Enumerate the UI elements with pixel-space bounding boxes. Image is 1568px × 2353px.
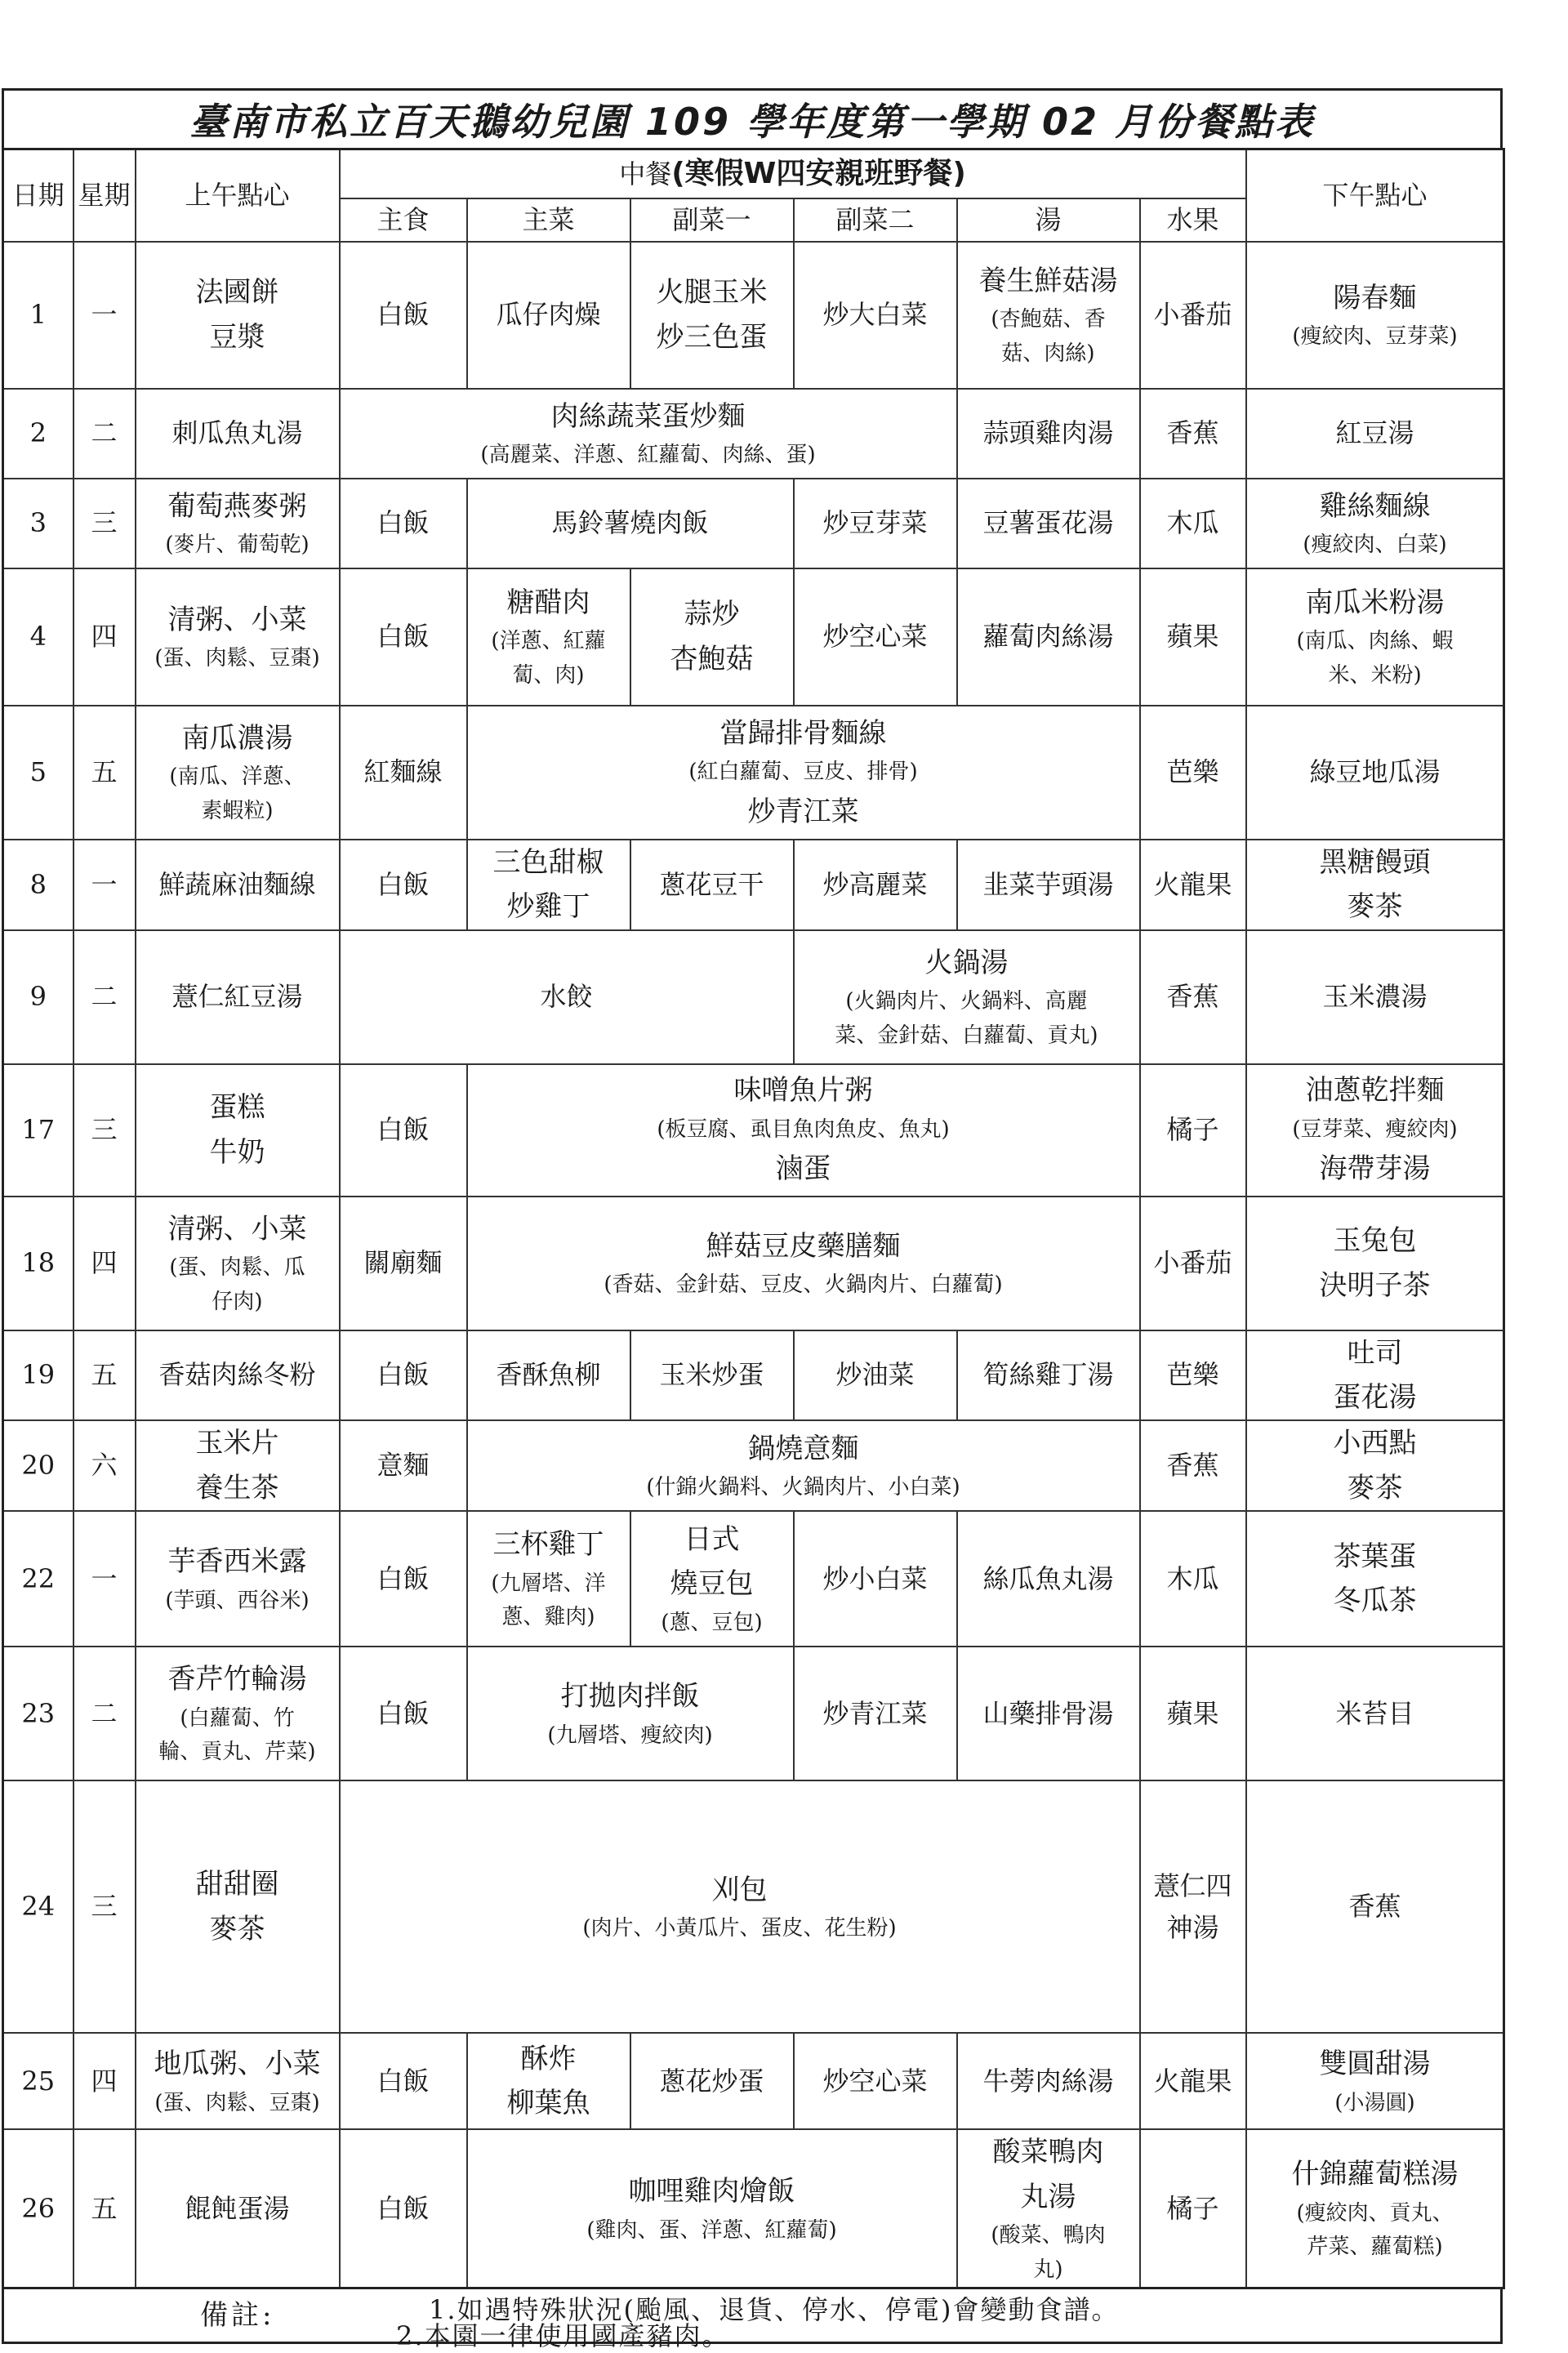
lunch-merged-cell: 味噌魚片粥 (板豆腐、虱目魚肉魚皮、魚丸) 滷蛋 bbox=[467, 1064, 1140, 1197]
day-cell: 8 bbox=[3, 840, 74, 930]
menu-sheet bbox=[2, 88, 1503, 2352]
staple-cell: 白飯 bbox=[340, 2033, 467, 2129]
day-cell: 9 bbox=[3, 930, 74, 1064]
header-lunch-note: (寒假W四安親班野餐) bbox=[671, 157, 966, 190]
soup-cell: 蒜頭雞肉湯 bbox=[957, 389, 1140, 479]
header-day: 日期 bbox=[3, 149, 74, 242]
staple-cell: 白飯 bbox=[340, 568, 467, 706]
fruit-cell: 香蕉 bbox=[1140, 930, 1246, 1064]
table-row bbox=[3, 1511, 1504, 1647]
soup-cell: 筍絲雞丁湯 bbox=[957, 1330, 1140, 1421]
side2-cell: 炒油菜 bbox=[794, 1330, 957, 1421]
side2-cell: 炒空心菜 bbox=[794, 2033, 957, 2129]
staple-cell: 白飯 bbox=[340, 840, 467, 930]
table-row bbox=[3, 1780, 1504, 2033]
main-cell: 三色甜椒 炒雞丁 bbox=[467, 840, 630, 930]
lunch-merged-cell-2: 火鍋湯 (火鍋肉片、火鍋料、高麗 菜、金針菇、白蘿蔔、貢丸) bbox=[794, 930, 1140, 1064]
page-title: 臺南市私立百天鵝幼兒園 109 學年度第一學期 02 月份餐點表 bbox=[2, 88, 1503, 148]
morning-cell: 清粥、小菜 (蛋、肉鬆、豆棗) bbox=[136, 568, 340, 706]
table-row bbox=[3, 1330, 1504, 1421]
morning-cell: 葡萄燕麥粥 (麥片、葡萄乾) bbox=[136, 479, 340, 568]
table-row bbox=[3, 1064, 1504, 1197]
week-cell: 五 bbox=[74, 2129, 136, 2288]
week-cell: 三 bbox=[74, 1780, 136, 2033]
remarks-line-2: 2.本園一律使用國產豬肉。 bbox=[396, 2320, 730, 2352]
week-cell: 五 bbox=[74, 1330, 136, 1421]
fruit-cell: 火龍果 bbox=[1140, 2033, 1246, 2129]
week-cell: 二 bbox=[74, 389, 136, 479]
side1-cell: 玉米炒蛋 bbox=[630, 1330, 794, 1421]
morning-cell: 香芹竹輪湯 (白蘿蔔、竹 輪、貢丸、芹菜) bbox=[136, 1647, 340, 1780]
afternoon-cell: 米苔目 bbox=[1246, 1647, 1504, 1780]
afternoon-cell: 小西點 麥茶 bbox=[1246, 1420, 1504, 1511]
fruit-cell: 香蕉 bbox=[1140, 389, 1246, 479]
afternoon-cell: 油蔥乾拌麵 (豆芽菜、瘦絞肉) 海帶芽湯 bbox=[1246, 1064, 1504, 1197]
side1-cell: 蒜炒 杏鮑菇 bbox=[630, 568, 794, 706]
day-cell: 19 bbox=[3, 1330, 74, 1421]
remarks bbox=[2, 2289, 1503, 2352]
week-cell: 三 bbox=[74, 1064, 136, 1197]
main-cell: 香酥魚柳 bbox=[467, 1330, 630, 1421]
day-cell: 3 bbox=[3, 479, 74, 568]
header-lunch bbox=[340, 149, 1246, 198]
lunch-merged-cell: 鍋燒意麵 (什錦火鍋料、火鍋肉片、小白菜) bbox=[467, 1420, 1140, 1511]
soup-cell: 山藥排骨湯 bbox=[957, 1647, 1140, 1780]
soup-cell: 蘿蔔肉絲湯 bbox=[957, 568, 1140, 706]
afternoon-cell: 紅豆湯 bbox=[1246, 389, 1504, 479]
staple-cell: 白飯 bbox=[340, 1064, 467, 1197]
week-cell: 一 bbox=[74, 840, 136, 930]
staple-cell: 白飯 bbox=[340, 1330, 467, 1421]
morning-cell: 薏仁紅豆湯 bbox=[136, 930, 340, 1064]
morning-cell: 法國餅 豆漿 bbox=[136, 242, 340, 389]
staple-cell: 白飯 bbox=[340, 1511, 467, 1647]
lunch-merged-cell: 打拋肉拌飯 (九層塔、瘦絞肉) bbox=[467, 1647, 794, 1780]
afternoon-cell: 吐司 蛋花湯 bbox=[1246, 1330, 1504, 1421]
header-side2: 副菜二 bbox=[794, 198, 957, 242]
day-cell: 5 bbox=[3, 706, 74, 840]
table-row bbox=[3, 479, 1504, 568]
week-cell: 六 bbox=[74, 1420, 136, 1511]
table-row bbox=[3, 1420, 1504, 1511]
day-cell: 23 bbox=[3, 1647, 74, 1780]
header-soup: 湯 bbox=[957, 198, 1140, 242]
lunch-merged-cell: 當歸排骨麵線 (紅白蘿蔔、豆皮、排骨) 炒青江菜 bbox=[467, 706, 1140, 840]
day-cell: 4 bbox=[3, 568, 74, 706]
day-cell: 24 bbox=[3, 1780, 74, 2033]
soup-cell: 豆薯蛋花湯 bbox=[957, 479, 1140, 568]
header-morning: 上午點心 bbox=[136, 149, 340, 242]
afternoon-cell: 玉兔包 決明子茶 bbox=[1246, 1197, 1504, 1330]
soup-cell: 韭菜芋頭湯 bbox=[957, 840, 1140, 930]
morning-cell: 玉米片 養生茶 bbox=[136, 1420, 340, 1511]
day-cell: 17 bbox=[3, 1064, 74, 1197]
header-staple: 主食 bbox=[340, 198, 467, 242]
afternoon-cell: 雙圓甜湯 (小湯圓) bbox=[1246, 2033, 1504, 2129]
week-cell: 一 bbox=[74, 242, 136, 389]
table-row bbox=[3, 242, 1504, 389]
side2-cell: 炒小白菜 bbox=[794, 1511, 957, 1647]
afternoon-cell: 黑糖饅頭 麥茶 bbox=[1246, 840, 1504, 930]
side2-cell: 炒大白菜 bbox=[794, 242, 957, 389]
week-cell: 一 bbox=[74, 1511, 136, 1647]
fruit-cell: 火龍果 bbox=[1140, 840, 1246, 930]
header-week: 星期 bbox=[74, 149, 136, 242]
soup-cell: 養生鮮菇湯 (杏鮑菇、香 菇、肉絲) bbox=[957, 242, 1140, 389]
main-cell: 瓜仔肉燥 bbox=[467, 242, 630, 389]
remarks-line-1: 1.如遇特殊狀況(颱風、退貨、停水、停電)會變動食譜。 bbox=[429, 2294, 1120, 2326]
main-cell: 糖醋肉 (洋蔥、紅蘿 蔔、肉) bbox=[467, 568, 630, 706]
lunch-merged-cell: 刈包 (肉片、小黃瓜片、蛋皮、花生粉) bbox=[340, 1780, 1140, 2033]
day-cell: 26 bbox=[3, 2129, 74, 2288]
fruit-cell: 木瓜 bbox=[1140, 479, 1246, 568]
header-afternoon: 下午點心 bbox=[1246, 149, 1504, 242]
day-cell: 2 bbox=[3, 389, 74, 479]
afternoon-cell: 陽春麵 (瘦絞肉、豆芽菜) bbox=[1246, 242, 1504, 389]
week-cell: 四 bbox=[74, 568, 136, 706]
side1-cell: 日式 燒豆包 (蔥、豆包) bbox=[630, 1511, 794, 1647]
header-side1: 副菜一 bbox=[630, 198, 794, 242]
header-main: 主菜 bbox=[467, 198, 630, 242]
lunch-merged-cell: 咖哩雞肉燴飯 (雞肉、蛋、洋蔥、紅蘿蔔) bbox=[467, 2129, 957, 2288]
week-cell: 四 bbox=[74, 1197, 136, 1330]
staple-cell: 意麵 bbox=[340, 1420, 467, 1511]
soup-cell: 絲瓜魚丸湯 bbox=[957, 1511, 1140, 1647]
table-row bbox=[3, 840, 1504, 930]
lunch-merged-cell: 鮮菇豆皮藥膳麵 (香菇、金針菇、豆皮、火鍋肉片、白蘿蔔) bbox=[467, 1197, 1140, 1330]
table-row bbox=[3, 2033, 1504, 2129]
fruit-cell: 香蕉 bbox=[1246, 1780, 1504, 2033]
side2-cell: 炒高麗菜 bbox=[794, 840, 957, 930]
main-cell: 三杯雞丁 (九層塔、洋 蔥、雞肉) bbox=[467, 1511, 630, 1647]
fruit-cell: 橘子 bbox=[1140, 2129, 1246, 2288]
week-cell: 四 bbox=[74, 2033, 136, 2129]
day-cell: 25 bbox=[3, 2033, 74, 2129]
day-cell: 18 bbox=[3, 1197, 74, 1330]
fruit-cell: 芭樂 bbox=[1140, 1330, 1246, 1421]
soup-cell: 酸菜鴨肉 丸湯 (酸菜、鴨肉 丸) bbox=[957, 2129, 1140, 2288]
table-row bbox=[3, 389, 1504, 479]
morning-cell: 甜甜圈 麥茶 bbox=[136, 1780, 340, 2033]
morning-cell: 地瓜粥、小菜 (蛋、肉鬆、豆棗) bbox=[136, 2033, 340, 2129]
fruit-cell: 木瓜 bbox=[1140, 1511, 1246, 1647]
week-cell: 二 bbox=[74, 1647, 136, 1780]
fruit-cell: 小番茄 bbox=[1140, 242, 1246, 389]
fruit-cell: 蘋果 bbox=[1140, 1647, 1246, 1780]
afternoon-cell: 什錦蘿蔔糕湯 (瘦絞肉、貢丸、 芹菜、蘿蔔糕) bbox=[1246, 2129, 1504, 2288]
staple-cell: 白飯 bbox=[340, 1647, 467, 1780]
afternoon-cell: 雞絲麵線 (瘦絞肉、白菜) bbox=[1246, 479, 1504, 568]
remarks-label: 備註: bbox=[200, 2299, 275, 2333]
fruit-cell: 芭樂 bbox=[1140, 706, 1246, 840]
header-fruit: 水果 bbox=[1140, 198, 1246, 242]
table-row bbox=[3, 706, 1504, 840]
morning-cell: 鮮蔬麻油麵線 bbox=[136, 840, 340, 930]
afternoon-cell: 綠豆地瓜湯 bbox=[1246, 706, 1504, 840]
side2-cell: 炒青江菜 bbox=[794, 1647, 957, 1780]
table-row bbox=[3, 568, 1504, 706]
table-row bbox=[3, 1197, 1504, 1330]
morning-cell: 南瓜濃湯 (南瓜、洋蔥、 素蝦粒) bbox=[136, 706, 340, 840]
staple-cell: 白飯 bbox=[340, 242, 467, 389]
morning-cell: 香菇肉絲冬粉 bbox=[136, 1330, 340, 1421]
morning-cell: 餛飩蛋湯 bbox=[136, 2129, 340, 2288]
side2-cell: 炒豆芽菜 bbox=[794, 479, 957, 568]
fruit-cell: 橘子 bbox=[1140, 1064, 1246, 1197]
day-cell: 22 bbox=[3, 1511, 74, 1647]
header-lunch-label: 中餐 bbox=[619, 158, 672, 189]
day-cell: 20 bbox=[3, 1420, 74, 1511]
staple-cell: 關廟麵 bbox=[340, 1197, 467, 1330]
fruit-cell: 蘋果 bbox=[1140, 568, 1246, 706]
soup-cell: 牛蒡肉絲湯 bbox=[957, 2033, 1140, 2129]
afternoon-cell: 南瓜米粉湯 (南瓜、肉絲、蝦 米、米粉) bbox=[1246, 568, 1504, 706]
afternoon-cell: 茶葉蛋 冬瓜茶 bbox=[1246, 1511, 1504, 1647]
week-cell: 五 bbox=[74, 706, 136, 840]
fruit-cell: 小番茄 bbox=[1140, 1197, 1246, 1330]
staple-cell: 紅麵線 bbox=[340, 706, 467, 840]
day-cell: 1 bbox=[3, 242, 74, 389]
week-cell: 二 bbox=[74, 930, 136, 1064]
lunch-merged-cell: 馬鈴薯燒肉飯 bbox=[467, 479, 794, 568]
staple-cell: 白飯 bbox=[340, 479, 467, 568]
morning-cell: 蛋糕 牛奶 bbox=[136, 1064, 340, 1197]
side1-cell: 蔥花炒蛋 bbox=[630, 2033, 794, 2129]
menu-table bbox=[2, 148, 1505, 2289]
morning-cell: 清粥、小菜 (蛋、肉鬆、瓜 仔肉) bbox=[136, 1197, 340, 1330]
side2-cell: 炒空心菜 bbox=[794, 568, 957, 706]
lunch-merged-cell: 水餃 bbox=[340, 930, 794, 1064]
soup-cell: 薏仁四神湯 bbox=[1140, 1780, 1246, 2033]
side1-cell: 蔥花豆干 bbox=[630, 840, 794, 930]
table-row bbox=[3, 1647, 1504, 1780]
week-cell: 三 bbox=[74, 479, 136, 568]
afternoon-cell: 玉米濃湯 bbox=[1246, 930, 1504, 1064]
lunch-merged-cell: 肉絲蔬菜蛋炒麵 (高麗菜、洋蔥、紅蘿蔔、肉絲、蛋) bbox=[340, 389, 957, 479]
fruit-cell: 香蕉 bbox=[1140, 1420, 1246, 1511]
table-row bbox=[3, 2129, 1504, 2288]
staple-cell: 白飯 bbox=[340, 2129, 467, 2288]
morning-cell: 芋香西米露 (芋頭、西谷米) bbox=[136, 1511, 340, 1647]
side1-cell: 火腿玉米 炒三色蛋 bbox=[630, 242, 794, 389]
morning-cell: 刺瓜魚丸湯 bbox=[136, 389, 340, 479]
main-cell: 酥炸 柳葉魚 bbox=[467, 2033, 630, 2129]
table-row bbox=[3, 930, 1504, 1064]
